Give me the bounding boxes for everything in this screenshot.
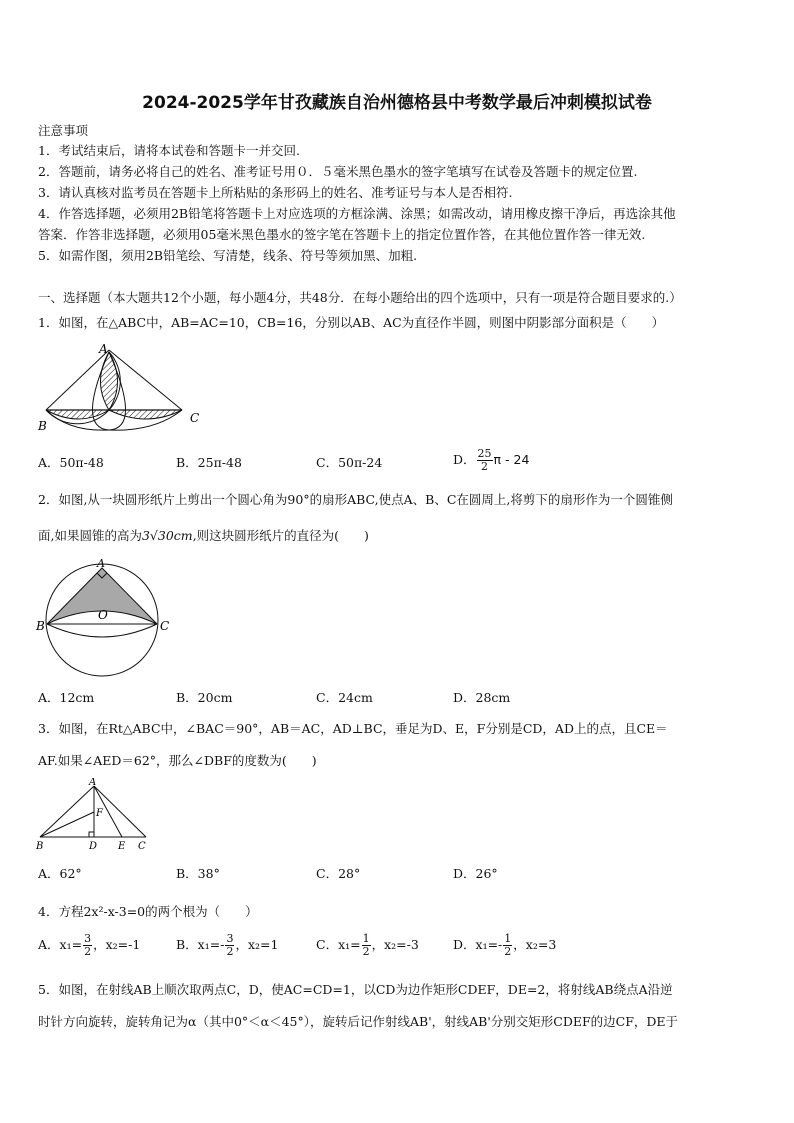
section-heading: 一、选择题（本大题共12个小题，每小题4分，共48分．在每小题给出的四个选项中，只有一项是符合题目要求的.） bbox=[38, 290, 682, 305]
label-b: B bbox=[38, 419, 47, 433]
q3-option-d[interactable]: D．26° bbox=[453, 866, 498, 881]
notes-item: 5．如需作图，须用2B铅笔绘、写清楚，线条、符号等须加黑、加粗. bbox=[38, 248, 418, 263]
q3-option-a[interactable]: A．62° bbox=[38, 866, 82, 881]
q1-option-d-rest: π - 24 bbox=[493, 452, 530, 467]
notes-item: 1．考试结束后，请将本试卷和答题卡一并交回. bbox=[38, 143, 300, 158]
q2-option-d[interactable]: D．28cm bbox=[453, 690, 511, 705]
q1-option-d[interactable] bbox=[453, 448, 529, 473]
question-5-stem: 5．如图，在射线AB上顺次取两点C，D，使AC=CD=1，以CD为边作矩形CDEF，DE=2，将射线AB绕点A沿逆 bbox=[38, 982, 673, 997]
fraction: $\frac{3}{2}$ bbox=[84, 932, 92, 958]
notes-item: 答案．作答非选择题，必须用05毫米黑色墨水的签字笔在答题卡上的指定位置作答，在其他位置作答一律无效. bbox=[38, 227, 646, 242]
q2-option-b[interactable]: B．20cm bbox=[176, 690, 233, 705]
label-d: D bbox=[89, 841, 98, 852]
q2-option-c[interactable]: C．24cm bbox=[316, 690, 373, 705]
question-1-stem: 1．如图，在△ABC中，AB=AC=10，CB=16，分别以AB、AC为直径作半圆，则图中阴影部分面积是（ ） bbox=[38, 315, 665, 330]
page-title: 2024-2025学年甘孜藏族自治州德格县中考数学最后冲刺模拟试卷 bbox=[142, 93, 652, 113]
label-e: E bbox=[118, 841, 126, 852]
label-o: O bbox=[98, 608, 108, 622]
q4-option-d[interactable]: D．x₁=- $\frac{1}{2}$ ，x₂=3 bbox=[453, 932, 557, 958]
label-a: A bbox=[89, 778, 97, 788]
question-5-stem-line2: 时针方向旋转，旋转角记为α（其中0°＜α＜45°），旋转后记作射线AB'，射线AB'分别交矩形CDEF的边CF，DE于 bbox=[38, 1014, 679, 1029]
question-2-stem-line2: 面,如果圆锥的高为3√30cm,则这块圆形纸片的直径为( ) bbox=[38, 528, 369, 543]
notes-item: 4．作答选择题，必须用2B铅笔将答题卡上对应选项的方框涂满、涂黑；如需改动，请用橡皮擦干净后，再选涂其他 bbox=[38, 206, 676, 221]
notes-item: 3．请认真核对监考员在答题卡上所粘贴的条形码上的姓名、准考证号与本人是否相符. bbox=[38, 185, 513, 200]
q3-option-b[interactable]: B．38° bbox=[176, 866, 220, 881]
fraction: $\frac{1}{2}$ bbox=[504, 932, 512, 958]
q1-option-c[interactable]: C．50π-24 bbox=[316, 455, 383, 470]
q2-option-a[interactable]: A．12cm bbox=[38, 690, 95, 705]
q4-option-b[interactable]: B．x₁=- $\frac{3}{2}$ ，x₂=1 bbox=[176, 932, 279, 958]
notes-heading: 注意事项 bbox=[38, 123, 89, 138]
q1-option-a[interactable]: A．50π-48 bbox=[38, 455, 104, 470]
fraction: $\frac{25}{2}$ bbox=[477, 447, 492, 473]
question-3-stem-line2: AF.如果∠AED＝62°，那么∠DBF的度数为( ) bbox=[38, 753, 317, 768]
label-b: B bbox=[36, 841, 44, 852]
q4-option-a[interactable]: A．x₁= $\frac{3}{2}$ ，x₂=-1 bbox=[38, 932, 141, 958]
label-b: B bbox=[36, 619, 45, 633]
q4-option-c[interactable]: C．x₁= $\frac{1}{2}$ ，x₂=-3 bbox=[316, 932, 419, 958]
cone-height-expr: 3√30cm bbox=[141, 528, 193, 543]
question-4-stem: 4．方程2x²-x-3=0的两个根为（ ） bbox=[38, 904, 258, 919]
label-a: A bbox=[97, 557, 105, 570]
q3-option-c[interactable]: C．28° bbox=[316, 866, 361, 881]
q1-option-b[interactable]: B．25π-48 bbox=[176, 455, 242, 470]
label-a: A bbox=[99, 342, 108, 356]
label-c: C bbox=[160, 619, 170, 633]
label-c: C bbox=[138, 841, 146, 852]
question-1-figure bbox=[34, 342, 214, 434]
question-2-figure bbox=[34, 556, 174, 680]
label-f: F bbox=[96, 808, 103, 819]
question-3-figure bbox=[34, 778, 154, 852]
notes-item: 2．答题前，请务必将自己的姓名、准考证号用０．５毫米黑色墨水的签字笔填写在试卷及答题卡的规定位置. bbox=[38, 164, 638, 179]
question-3-stem: 3．如图，在Rt△ABC中，∠BAC＝90°，AB＝AC，AD⊥BC，垂足为D、E，F分别是CD，AD上的点，且CE＝ bbox=[38, 721, 668, 736]
fraction: $\frac{1}{2}$ bbox=[362, 932, 370, 958]
label-c: C bbox=[190, 411, 200, 425]
question-2-stem: 2．如图,从一块圆形纸片上剪出一个圆心角为90°的扇形ABC,使点A、B、C在圆周上,将剪下的扇形作为一个圆锥侧 bbox=[38, 492, 673, 507]
q1-option-d-prefix: D． bbox=[453, 452, 476, 467]
fraction: $\frac{3}{2}$ bbox=[226, 932, 234, 958]
